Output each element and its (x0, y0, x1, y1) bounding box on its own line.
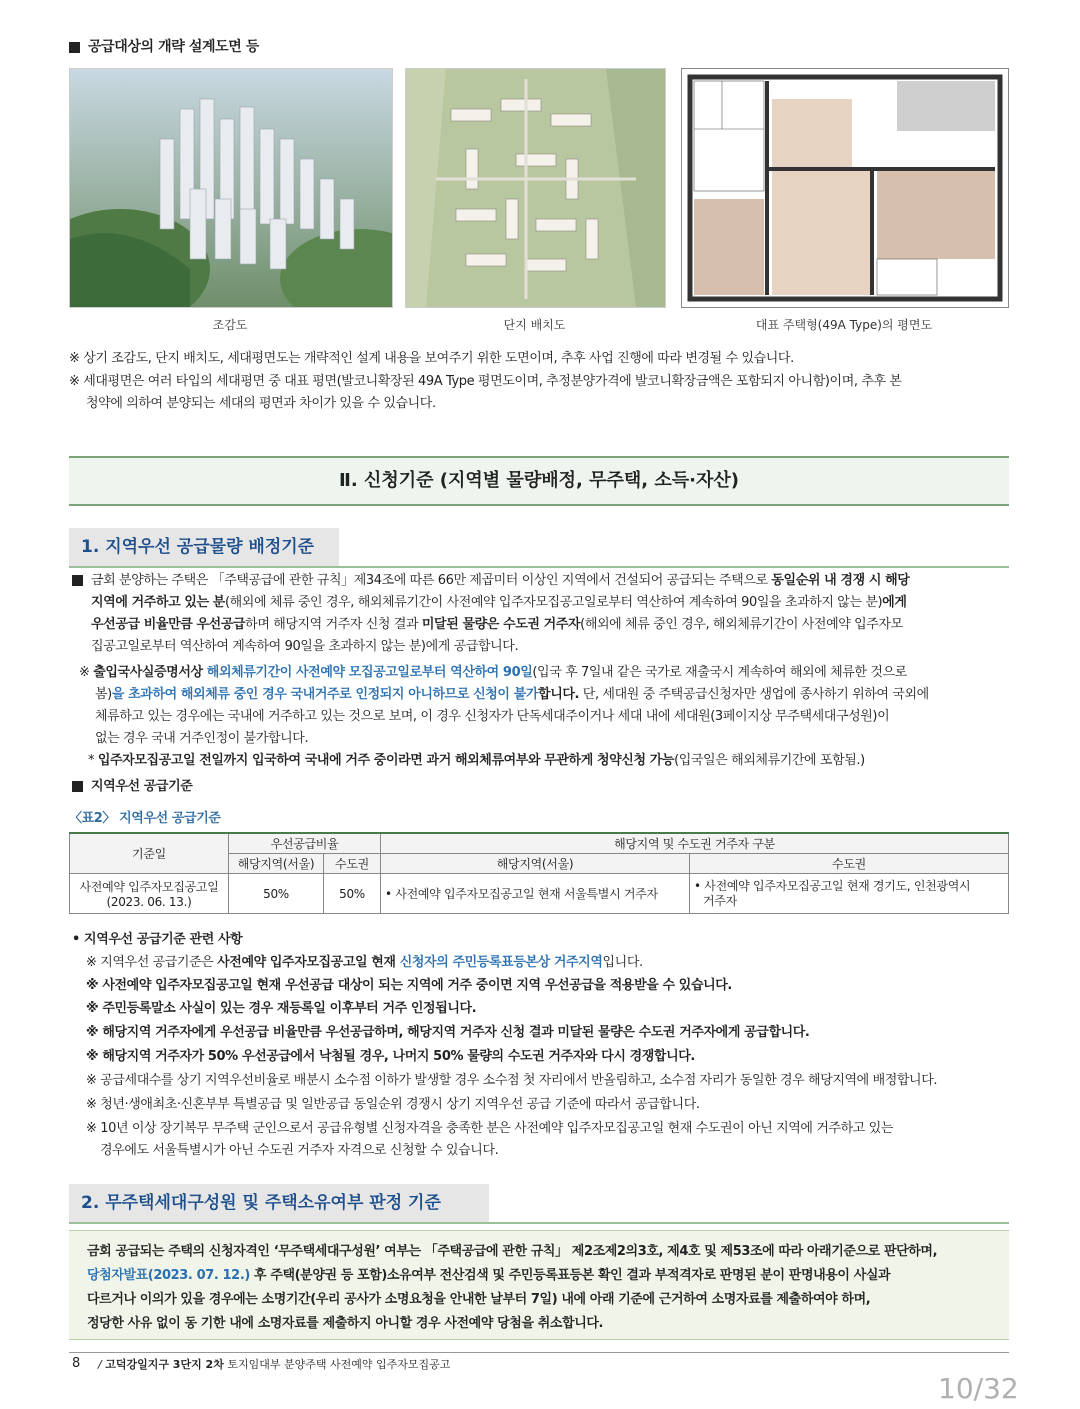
th-seoul-ratio: 해당지역(서울) (229, 854, 324, 874)
related-note-3: ※ 주민등록말소 사실이 있는 경우 재등록일 이후부터 거주 인정됩니다. (86, 1001, 477, 1016)
page-number: 8 (72, 1356, 81, 1371)
related-note-1: ※ 지역우선 공급기준은 사전예약 입주자모집공고일 현재 신청자의 주민등록표등본상 거주지역입니다. (86, 955, 643, 970)
related-note-4: ※ 해당지역 거주자에게 우선공급 비율만큼 우선공급하며, 해당지역 거주자 신청 결과 미달된 물량은 수도권 거주자에게 공급합니다. (86, 1025, 810, 1040)
note2-line5: * 입주자모집공고일 전일까지 입국하여 국내에 거주 중이라면 과거 해외체류여부와 무관하게 청약신청 가능(입국일은 해외체류기간에 포함됨.) (88, 753, 865, 768)
floor-plan-image (681, 68, 1009, 308)
notice-line-3: 다르거나 이의가 있을 경우에는 소명기간(우리 공사가 소명요청을 안내한 날부터 7일) 내에 아래 기준에 근거하여 소명자료를 제출하여야 하며, (87, 1292, 871, 1307)
para1-line3: 우선공급 비율만큼 우선공급하며 해당지역 거주자 신청 결과 미달된 물량은 수도권 거주자(해외에 체류 중인 경우, 해외체류기간이 사전예약 입주자모 (91, 617, 903, 632)
table-caption: 〈표2〉 지역우선 공급기준 (69, 811, 221, 826)
notice-line-2: 당첨자발표(2023. 07. 12.) 후 주택(분양권 등 포함)소유여부 전산검색 및 주민등록표등본 확인 결과 부적격자로 판명된 분이 판명내용이 사실과 (87, 1268, 891, 1283)
footer-title: / 고덕강일지구 3단지 2차 토지임대부 분양주택 사전예약 입주자모집공고 (98, 1358, 451, 1371)
related-note-2: ※ 사전예약 입주자모집공고일 현재 우선공급 대상이 되는 지역에 거주 중이면 지역 우선공급을 적용받을 수 있습니다. (86, 978, 732, 993)
region-heading: 지역우선 공급기준 (72, 776, 192, 798)
cell-metro-pct: 50% (324, 874, 381, 914)
related-title: • 지역우선 공급기준 관련 사항 (72, 932, 243, 947)
note2-line2: 봄)을 초과하여 해외체류 중인 경우 국내거주로 인정되지 아니하므로 신청이 불가합니다. 단, 세대원 중 주택공급신청자만 생업에 종사하기 위하여 국외에 (95, 687, 929, 702)
th-ratio: 우선공급비율 (229, 833, 381, 854)
note2-line3: 체류하고 있는 경우에는 국내에 거주하고 있는 것으로 보며, 이 경우 신청자가 단독세대주이거나 세대 내에 세대원(3페이지상 무주택세대구성원)이 (95, 709, 890, 724)
aerial-view-image (69, 68, 393, 308)
note-floorplan-1: ※ 상기 조감도, 단지 배치도, 세대평면도는 개략적인 설계 내용을 보여주기 위한 도면이며, 추후 사업 진행에 따라 변경될 수 있습니다. (69, 351, 794, 366)
note2-line1: ※ 출입국사실증명서상 해외체류기간이 사전예약 모집공고일로부터 역산하여 90일(입국 후 7일내 같은 국가로 재출국시 계속하여 해외에 체류한 것으로 (79, 665, 907, 680)
cell-metro-desc: • 사전예약 입주자모집공고일 현재 경기도, 인천광역시 거주자 (690, 874, 1009, 914)
cell-base-date: 사전예약 입주자모집공고일 (2023. 06. 13.) (70, 874, 229, 914)
related-note-6: ※ 공급세대수를 상기 지역우선비율로 배분시 소수점 이하가 발생할 경우 소수점 첫 자리에서 반올림하고, 소수점 자리가 동일한 경우 해당지역에 배정합니다. (86, 1073, 938, 1088)
notice-line-1: 금회 공급되는 주택의 신청자격인 ‘무주택세대구성원’ 여부는 「주택공급에 관한 규칙」 제2조제2의3호, 제4호 및 제53조에 따라 아래기준으로 판단하며, (87, 1244, 938, 1259)
subsection-2-title: 2. 무주택세대구성원 및 주택소유여부 판정 기준 (69, 1184, 489, 1222)
para1-line2: 지역에 거주하고 있는 분(해외에 체류 중인 경우, 해외체류기간이 사전예약 입주자모집공고일로부터 역산하여 계속하여 90일을 초과하지 않는 분)에게 (91, 595, 907, 610)
th-metro-ratio: 수도권 (324, 854, 381, 874)
th-base-date: 기준일 (70, 833, 229, 874)
floor-plan-caption: 대표 주택형(49A Type)의 평면도 (755, 318, 933, 332)
related-note-9: 경우에도 서울특별시가 아닌 수도권 거주자 자격으로 신청할 수 있습니다. (100, 1143, 499, 1158)
note-floorplan-2: ※ 세대평면은 여러 타입의 세대평면 중 대표 평면(발코니확장된 49A Type 평면도이며, 추정분양가격에 발코니확장금액은 포함되지 아니함)이며, 추후 본 (69, 374, 902, 389)
pager-indicator: 10/32 (938, 1372, 1019, 1405)
th-zone: 해당지역 및 수도권 거주자 구분 (381, 833, 1009, 854)
para1-line1: 금회 분양하는 주택은 「주택공급에 관한 규칙」제34조에 따른 66만 제곱미터 이상인 지역에서 건설되어 공급되는 주택으로 동일순위 내 경쟁 시 해당 (72, 570, 909, 592)
footer-rule (69, 1352, 1009, 1353)
th-metro-zone: 수도권 (690, 854, 1009, 874)
aerial-caption: 조감도 (212, 318, 248, 332)
site-plan-caption: 단지 배치도 (503, 318, 566, 332)
related-note-8: ※ 10년 이상 장기복무 무주택 군인으로서 공급유형별 신청자격을 충족한 분은 사전예약 입주자모집공고일 현재 수도권이 아닌 지역에 거주하고 있는 (86, 1121, 894, 1136)
cell-seoul-desc: • 사전예약 입주자모집공고일 현재 서울특별시 거주자 (381, 874, 690, 914)
site-plan-image (405, 68, 666, 308)
para1-line4: 집공고일로부터 역산하여 계속하여 90일을 초과하지 않는 분)에게 공급합니다. (91, 639, 519, 654)
related-note-5: ※ 해당지역 거주자가 50% 우선공급에서 낙첨될 경우, 나머지 50% 물량의 수도권 거주자와 다시 경쟁합니다. (86, 1049, 695, 1064)
section-title: Ⅱ. 신청기준 (지역별 물량배정, 무주택, 소득·자산) (69, 456, 1009, 506)
cell-seoul-pct: 50% (229, 874, 324, 914)
subsection-1-title: 1. 지역우선 공급물량 배정기준 (69, 528, 339, 566)
notice-box (69, 1230, 1009, 1340)
floorplan-heading: 공급대상의 개략 설계도면 등 (69, 36, 259, 58)
note2-line4: 없는 경우 국내 거주인정이 불가합니다. (95, 731, 309, 746)
subsection-2-rule (69, 1222, 1009, 1224)
notice-line-4: 정당한 사유 없이 동 기한 내에 소명자료를 제출하지 아니할 경우 사전예약 당첨을 취소합니다. (87, 1316, 604, 1331)
note-floorplan-3: 청약에 의하여 분양되는 세대의 평면과 차이가 있을 수 있습니다. (86, 396, 436, 411)
subsection-1-rule (69, 566, 1009, 568)
region-supply-table (69, 832, 1009, 914)
th-seoul-zone: 해당지역(서울) (381, 854, 690, 874)
related-note-7: ※ 청년·생애최초·신혼부부 특별공급 및 일반공급 동일순위 경쟁시 상기 지역우선 공급 기준에 따라서 공급합니다. (86, 1097, 700, 1112)
